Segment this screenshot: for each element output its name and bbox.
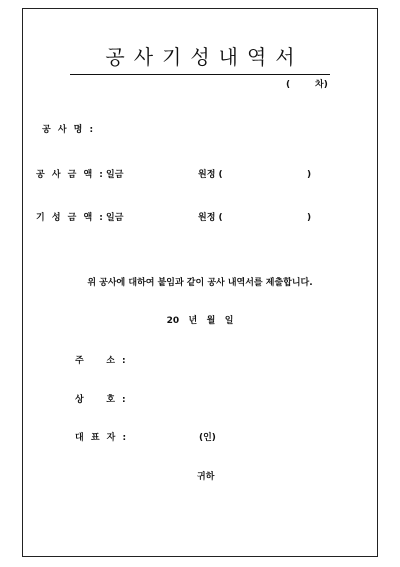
construction-name-label: 공 사 명 : (42, 125, 96, 135)
submission-statement: 위 공사에 대하여 붙임과 같이 공사 내역서를 제출합니다. (87, 278, 313, 288)
representative-label: 대 표 자 : (75, 433, 129, 443)
contract-amount-unit: 원정 ( (198, 170, 223, 180)
progress-amount-prefix: 일금 (106, 213, 124, 223)
contract-amount-prefix: 일금 (106, 170, 124, 180)
contract-amount-label: 공 사 금 액 : (36, 170, 105, 180)
document-title: 공사기성내역서 (105, 45, 304, 69)
seal-mark: (인) (199, 433, 216, 443)
company-label: 상 호 : (75, 395, 128, 405)
title-underline (70, 74, 330, 75)
date-line: 20 년 월 일 (166, 316, 234, 326)
contract-amount-close: ) (307, 170, 312, 180)
progress-amount-label: 기 성 금 액 : (36, 213, 105, 223)
progress-amount-close: ) (307, 213, 312, 223)
address-label: 주 소 : (75, 356, 128, 366)
progress-amount-unit: 원정 ( (198, 213, 223, 223)
period-close: 차) (315, 80, 328, 90)
period-open: ( (286, 80, 291, 90)
recipient-honorific: 귀하 (197, 472, 215, 482)
